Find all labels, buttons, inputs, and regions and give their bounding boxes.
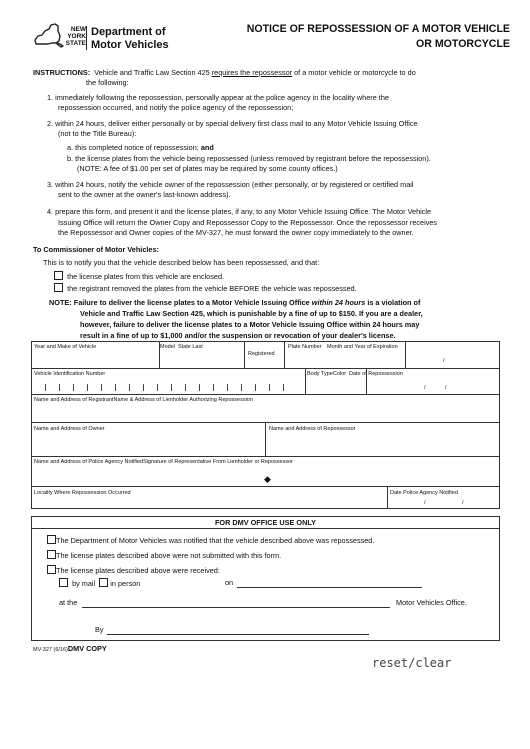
state-last-label: State Last	[178, 344, 203, 350]
table-divider	[265, 422, 266, 456]
vin-char-tick	[255, 384, 256, 391]
logo-york: YORK	[67, 33, 86, 40]
police-agency-label: Name and Address of Police Agency Notified	[34, 459, 144, 465]
date-repossession-label: Date of Repossession	[349, 371, 403, 377]
vin-char-tick	[115, 384, 116, 391]
instruction-4-line-2: Issuing Office will return the Owner Copy and Repossessor Copy to the Repossessor. Once the repossessor receives	[58, 218, 438, 227]
commissioner-intro: This is to notify you that the vehicle described below has been repossessed, and that:	[43, 258, 320, 267]
plates-received-checkbox[interactable]	[47, 565, 56, 574]
body-type-color-input[interactable]	[307, 378, 364, 392]
title-line-1: NOTICE OF REPOSSESSION OF A MOTOR VEHICLE	[246, 23, 510, 35]
page-title	[210, 22, 510, 52]
date-repossession-input[interactable]	[368, 378, 496, 392]
body-type-label: Body Type	[307, 371, 333, 377]
instruction-2b-line-1: b. the license plates from the vehicle being repossessed (unless removed by registrant before the repossession).	[67, 154, 431, 163]
on-label: on	[225, 578, 234, 587]
note-text-1: Failure to deliver the license plates to a Motor Vehicle Issuing Office	[73, 298, 310, 307]
receipt-method-row	[59, 578, 140, 589]
plates-removed-checkbox[interactable]	[54, 283, 63, 292]
table-divider	[305, 368, 306, 394]
instruction-2-line-1: 2. within 24 hours, deliver either personally or by special delivery first class mail to any Motor Vehicle Issuing Office	[47, 119, 418, 128]
note-text-2: is a violation of	[367, 298, 421, 307]
vin-char-tick	[227, 384, 228, 391]
plates-enclosed-label: the license plates from this vehicle are enclosed.	[67, 272, 225, 281]
instruction-2-line-2: (not to the Title Bureau):	[58, 129, 137, 138]
registrant-lienholder-input[interactable]	[33, 405, 498, 420]
expiration-slash: /	[443, 358, 445, 364]
table-divider	[387, 486, 388, 508]
vin-char-tick	[129, 384, 130, 391]
office-label: Motor Vehicles Office.	[396, 598, 467, 607]
note-italic: within 24 hours	[311, 298, 366, 307]
note-line-3: however, failure to deliver the license plates to a Motor Vehicle Issuing Office within 24 hours may	[80, 320, 420, 329]
dmv-check-1-row	[47, 535, 374, 546]
signature-arrow-icon: ◆	[264, 474, 271, 484]
logo-state-name	[58, 26, 86, 47]
form-number	[33, 645, 107, 654]
owner-label: Name and Address of Owner	[34, 426, 105, 432]
signature-input[interactable]	[276, 467, 496, 484]
department-line-1: Department of	[91, 26, 166, 38]
dmv-check-3-row	[47, 565, 220, 576]
registrant-label: Name and Address of Registrant	[34, 397, 114, 403]
expiration-input[interactable]	[407, 352, 497, 366]
table-divider	[244, 341, 245, 368]
plates-enclosed-option	[54, 271, 224, 282]
vin-char-tick	[185, 384, 186, 391]
plates-not-submitted-label: The license plates described above were not submitted with this form.	[56, 551, 282, 560]
note-line-1	[49, 298, 420, 308]
dmv-section-heading: FOR DMV OFFICE USE ONLY	[214, 518, 317, 527]
instruction-4-line-1: 4. prepare this form, and present it and the license plates, if any, to any Motor Vehicle Issuing Office. The Motor Vehicle	[47, 207, 432, 216]
vin-char-tick	[143, 384, 144, 391]
note-line-2: Vehicle and Traffic Law Section 425, which is punishable by a fine of up to $150. If you are a dealer,	[80, 309, 423, 318]
instruction-1-line-2: repossession occurred, and notify the police agency of the repossession;	[58, 103, 294, 112]
vin-char-tick	[73, 384, 74, 391]
note-line-4: result in a fine of up to $1,000 and/or the suspension or revocation of your dealer's license.	[80, 331, 396, 340]
lienholder-label: Name & Address of Lienholder Authorizing Repossession	[113, 397, 253, 403]
vin-char-tick	[157, 384, 158, 391]
in-person-label: in person	[110, 579, 141, 588]
model-label: Model	[160, 344, 175, 350]
registrant-lienholder-labels	[34, 397, 253, 404]
police-date-slash-1: /	[424, 500, 426, 506]
locality-label: Locality Where Repossession Occurred	[34, 490, 131, 496]
plates-enclosed-checkbox[interactable]	[54, 271, 63, 280]
plates-received-label: The license plates described above were received:	[56, 566, 220, 575]
commissioner-heading: To Commissioner of Motor Vehicles:	[33, 245, 159, 254]
instructions-intro	[33, 68, 416, 78]
department-name	[91, 26, 169, 52]
police-date-slash-2: /	[462, 500, 464, 506]
plate-number-input[interactable]	[286, 352, 403, 366]
vin-char-tick	[241, 384, 242, 391]
plates-not-submitted-checkbox[interactable]	[47, 550, 56, 559]
year-make-label: Year and Make of Vehicle	[34, 344, 97, 350]
reset-clear-button[interactable]: reset/clear	[372, 656, 452, 670]
table-rule-5	[31, 486, 500, 487]
logo-new: NEW	[70, 26, 86, 33]
vin-label: Vehicle Identification Number	[34, 371, 106, 377]
table-divider	[405, 341, 406, 368]
vin-char-tick	[45, 384, 46, 391]
registered-label: Registered	[248, 351, 275, 357]
repossession-slash-2: /	[445, 385, 447, 391]
note-label: NOTE:	[49, 298, 72, 307]
color-label: Color	[333, 371, 347, 377]
instructions-intro-underlined: requires the repossessor	[211, 68, 293, 77]
copy-label: DMV COPY	[67, 644, 107, 653]
received-date-input[interactable]	[237, 587, 422, 588]
instruction-2a-and: and	[200, 143, 214, 152]
repossession-slash-1: /	[424, 385, 426, 391]
vin-char-tick	[269, 384, 270, 391]
dmv-notified-label: The Department of Motor Vehicles was notified that the vehicle described above was repossessed.	[56, 536, 375, 545]
by-mail-checkbox[interactable]	[59, 578, 68, 587]
table-rule-4	[31, 456, 500, 457]
instruction-3-line-1: 3. within 24 hours, notify the vehicle owner of the repossession (either personally, or by registered or certified mail	[47, 180, 414, 189]
instructions-intro-text-2: of a motor vehicle or motorcycle to do	[294, 68, 416, 77]
office-location-input[interactable]	[82, 607, 390, 608]
date-police-notified-label: Date Police Agency Notified	[390, 490, 458, 496]
instructions-label: INSTRUCTIONS:	[33, 68, 91, 77]
year-make-input[interactable]	[33, 352, 157, 366]
repossessor-input[interactable]	[267, 434, 497, 454]
logo-state: STATE	[65, 40, 86, 47]
by-mail-label: by mail	[72, 579, 96, 588]
vin-char-tick	[59, 384, 60, 391]
title-line-2: OR MOTORCYCLE	[416, 38, 510, 50]
table-divider	[284, 341, 285, 368]
vin-char-tick	[87, 384, 88, 391]
date-police-notified-input[interactable]	[389, 497, 497, 507]
vin-char-tick	[213, 384, 214, 391]
instruction-2b-line-2: (NOTE: A fee of $1.00 per set of plates may be required by some county offices.)	[77, 164, 338, 173]
owner-input[interactable]	[33, 434, 263, 454]
at-label: at the	[59, 598, 78, 607]
department-line-2: Motor Vehicles	[91, 39, 169, 51]
vin-char-tick	[283, 384, 284, 391]
vin-char-tick	[101, 384, 102, 391]
police-agency-input[interactable]	[33, 467, 263, 484]
table-rule-2	[31, 394, 500, 395]
signature-label: Signature of Representative From Lienholder or Repossessor	[143, 459, 293, 465]
dmv-heading-rule	[31, 528, 500, 529]
by-label: By	[95, 625, 104, 634]
vin-char-tick	[171, 384, 172, 391]
instruction-3-line-2: sent to the owner at the owner's last-known address).	[58, 190, 231, 199]
plate-number-label: Plate Number	[288, 344, 322, 350]
repossessor-label: Name and Address of Repossessor	[269, 426, 356, 432]
locality-input[interactable]	[33, 497, 385, 507]
vin-char-tick	[199, 384, 200, 391]
model-input[interactable]	[161, 352, 243, 366]
dmv-check-2-row	[47, 550, 281, 561]
instructions-intro-text: Vehicle and Traffic Law Section 425	[94, 68, 210, 77]
plates-removed-label: the registrant removed the plates from the vehicle BEFORE the vehicle was repossessed.	[67, 284, 357, 293]
instruction-2a-text: a. this completed notice of repossession;	[67, 143, 199, 152]
dmv-notified-checkbox[interactable]	[47, 535, 56, 544]
instruction-2a	[67, 143, 214, 153]
table-rule-1	[31, 368, 500, 369]
instructions-intro-line-2: the following:	[86, 78, 129, 87]
instruction-1-line-1: 1. immediately following the repossession, personally appear at the police agency in the locality where the	[47, 93, 389, 102]
form-number-text: MV-327 (6/16)	[33, 647, 68, 653]
police-signature-labels	[34, 459, 293, 466]
logo-divider	[86, 26, 87, 50]
instruction-4-line-3: the Repossessor and Owner copies of the MV-327, he must forward the owner copy immediately to the owner.	[58, 228, 414, 237]
expiration-label: Month and Year of Expiration	[327, 344, 398, 350]
in-person-checkbox[interactable]	[99, 578, 108, 587]
plates-removed-option	[54, 283, 357, 294]
clerk-name-input[interactable]	[107, 634, 369, 635]
